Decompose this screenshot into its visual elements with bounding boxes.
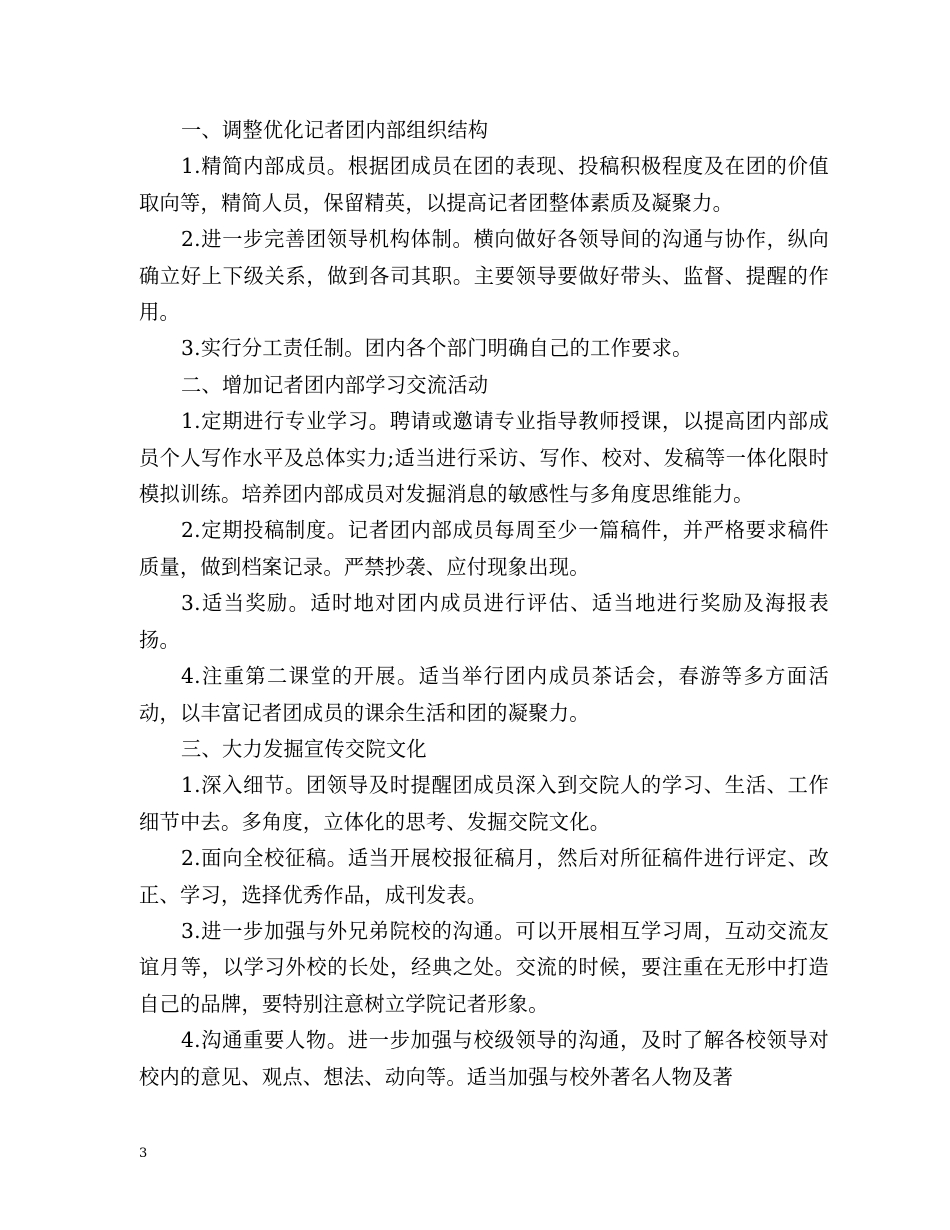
section-heading: 三、大力发掘宣传交院文化 bbox=[181, 736, 427, 761]
paragraph: 2.定期投稿制度。记者团内部成员每周至少一篇稿件，并严格要求稿件质量，做到档案记录。严禁抄袭、应付现象出现。 bbox=[139, 518, 829, 579]
paragraph: 2.进一步完善团领导机构体制。横向做好各领导间的沟通与协作，纵向确立好上下级关系，做到各司其职。主要领导要做好带头、监督、提醒的作用。 bbox=[139, 227, 829, 325]
paragraph: 1.精简内部成员。根据团成员在团的表现、投稿积极程度及在团的价值取向等，精简人员，保留精英，以提高记者团整体素质及凝聚力。 bbox=[139, 154, 829, 215]
paragraph: 1.深入细节。团领导及时提醒团成员深入到交院人的学习、生活、工作细节中去。多角度，立体化的思考、发掘交院文化。 bbox=[139, 773, 829, 834]
section-heading: 二、增加记者团内部学习交流活动 bbox=[181, 372, 489, 397]
paragraph: 3.实行分工责任制。团内各个部门明确自己的工作要求。 bbox=[181, 336, 693, 361]
section-heading: 一、调整优化记者团内部组织结构 bbox=[181, 118, 489, 142]
paragraph: 3.适当奖励。适时地对团内成员进行评估、适当地进行奖励及海报表扬。 bbox=[139, 591, 829, 652]
paragraph: 4.沟通重要人物。进一步加强与校级领导的沟通，及时了解各校领导对校内的意见、观点、想法、动向等。适当加强与校外著名人物及著 bbox=[139, 1028, 829, 1089]
paragraph: 3.进一步加强与外兄弟院校的沟通。可以开展相互学习周，互动交流友谊月等，以学习外校的长处，经典之处。交流的时候，要注重在无形中打造自己的品牌，要特别注意树立学院记者形象。 bbox=[139, 918, 829, 1016]
paragraph: 1.定期进行专业学习。聘请或邀请专业指导教师授课，以提高团内部成员个人写作水平及总体实力;适当进行采访、写作、校对、发稿等一体化限时模拟训练。培养团内部成员对发掘消息的敏感性与多角度思维能力。 bbox=[139, 409, 829, 507]
page-number: 3 bbox=[139, 1146, 148, 1161]
paragraph: 2.面向全校征稿。适当开展校报征稿月，然后对所征稿件进行评定、改正、学习，选择优秀作品，成刊发表。 bbox=[139, 846, 829, 907]
paragraph: 4.注重第二课堂的开展。适当举行团内成员茶话会，春游等多方面活动，以丰富记者团成员的课余生活和团的凝聚力。 bbox=[139, 664, 829, 725]
document-body bbox=[139, 112, 829, 1095]
